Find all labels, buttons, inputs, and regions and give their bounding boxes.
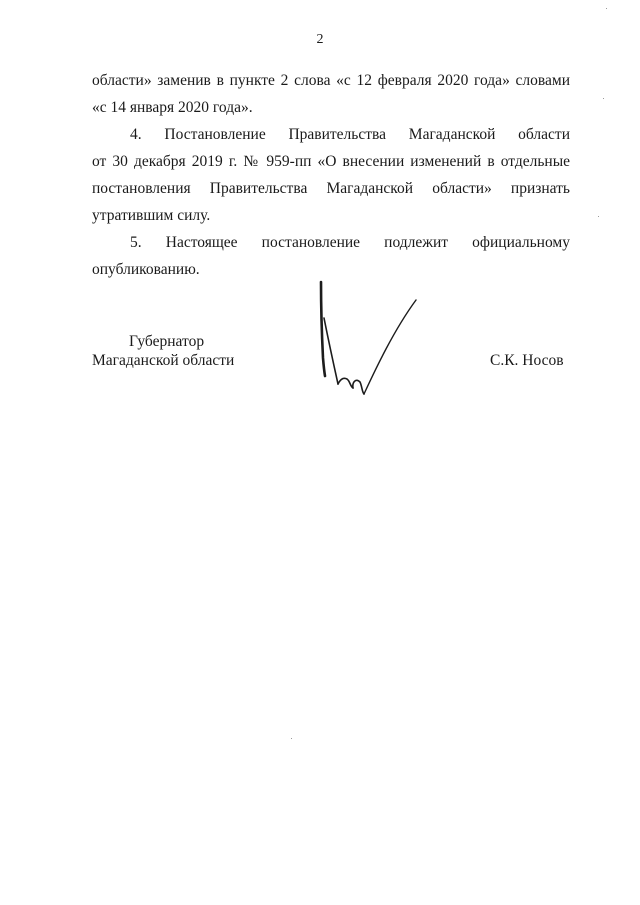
- scan-speck: [291, 738, 292, 739]
- signer-name: С.К. Носов: [490, 352, 564, 369]
- paragraph-4-line-3: постановления Правительства Магаданской области» признать: [92, 180, 570, 197]
- paragraph-4-line-1: 4. Постановление Правительства Магаданской области: [130, 126, 570, 143]
- signer-position-line-2: Магаданской области: [92, 352, 235, 369]
- paragraph-4-line-4: утратившим силу.: [92, 207, 211, 224]
- signer-position-line-1: Губернатор: [129, 333, 205, 350]
- paragraph-3-line-2: «с 14 января 2020 года».: [92, 99, 253, 116]
- scan-speck: [598, 216, 599, 217]
- scan-speck: [606, 8, 607, 9]
- paragraph-5-line-1: 5. Настоящее постановление подлежит официальному: [130, 234, 570, 251]
- paragraph-4-line-2: от 30 декабря 2019 г. № 959-пп «О внесении изменений в отдельные: [92, 153, 570, 170]
- page-number: 2: [316, 32, 324, 47]
- scan-speck: [603, 98, 604, 99]
- paragraph-3-line-1: области» заменив в пункте 2 слова «с 12 февраля 2020 года» словами: [92, 72, 570, 89]
- paragraph-5-line-2: опубликованию.: [92, 261, 200, 278]
- handwritten-signature: [312, 278, 424, 400]
